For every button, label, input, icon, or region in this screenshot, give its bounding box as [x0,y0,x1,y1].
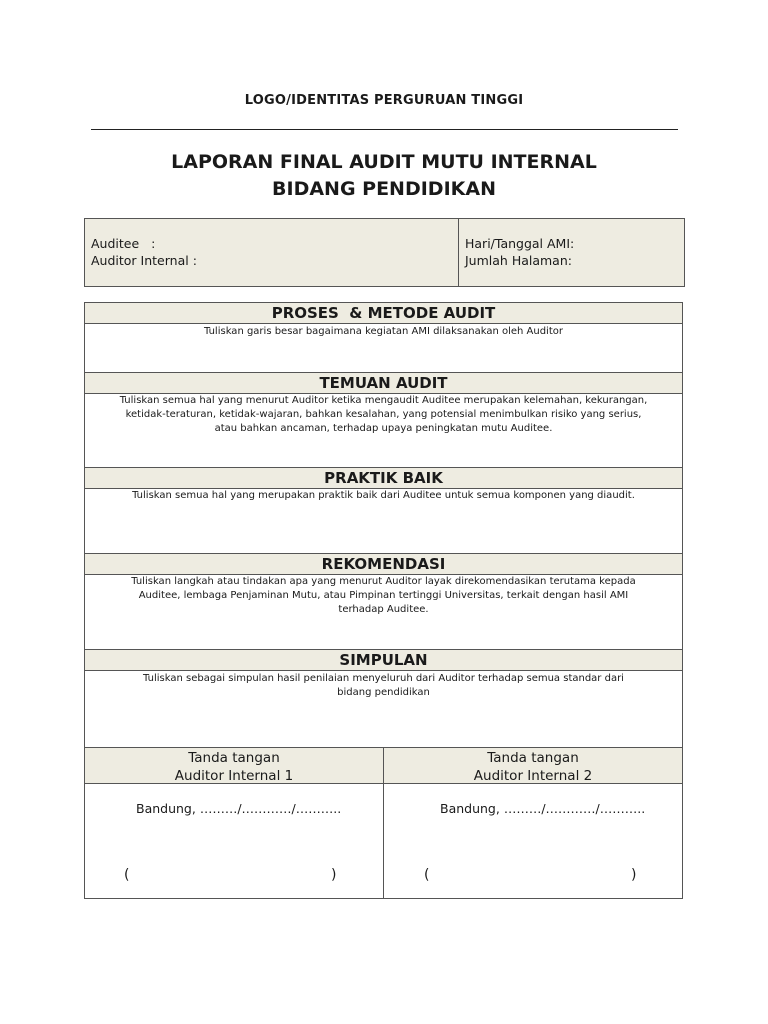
section-body-temuan: Tuliskan semua hal yang menurut Auditor ketika mengaudit Auditee merupakan kelemahan, kekurangan, ketidak-teraturan, ketidak-wajaran, bahkan kesalahan, yang potensial menimbulkan risiko yang serius, atau bahkan ancaman, terhadap upaya peningkatan mutu Auditee. [119,395,648,434]
place-date: Bandung, ………/…………/……….. [440,801,646,816]
signature-heading-auditor-1 [85,748,384,783]
signature-area-auditor-2[interactable] [384,784,682,898]
info-right-column [459,219,684,286]
section-heading-rekomendasi: REKOMENDASI [85,553,682,575]
title-line-1: LAPORAN FINAL AUDIT MUTU INTERNAL [171,151,597,173]
header-divider [91,129,678,130]
section-body-rekomendasi: Tuliskan langkah atau tindakan apa yang menurut Auditor layak direkomendasikan terutama kepada Auditee, lembaga Penjaminan Mutu, atau Pimpinan tertinggi Universitas, terkait dengan hasil AMI terhadap Auditee. [131,576,636,615]
signature-heading-auditor-2 [384,748,682,783]
section-body-praktik: Tuliskan semua hal yang merupakan praktik baik dari Auditee untuk semua komponen yang diaudit. [132,490,635,501]
page-title [0,149,768,203]
section-heading-praktik: PRAKTIK BAIK [85,467,682,489]
signature-caption: Tanda tangan [188,750,280,766]
name-paren-open: ( [124,867,130,883]
section-heading-proses: PROSES & METODE AUDIT [85,303,682,324]
place-date: Bandung, ………/…………/……….. [136,801,342,816]
signature-role: Auditor Internal 1 [174,768,294,784]
auditee-label: Auditee : [91,236,156,251]
signature-role: Auditor Internal 2 [473,768,593,784]
signature-body-row [85,784,682,898]
signature-area-auditor-1[interactable] [85,784,384,898]
section-heading-temuan: TEMUAN AUDIT [85,372,682,394]
date-label: Hari/Tanggal AMI: [465,236,575,251]
signature-heading-row [85,747,682,784]
audit-info-box [84,218,685,287]
report-table [84,302,683,899]
info-left-column [85,219,459,286]
institution-logo-text: LOGO/IDENTITAS PERGURUAN TINGGI [244,93,524,108]
section-body-simpulan: Tuliskan sebagai simpulan hasil penilaian menyeluruh dari Auditor terhadap semua standar dari bidang pendidikan [143,673,624,698]
auditor-label: Auditor Internal : [91,253,197,268]
signature-caption: Tanda tangan [487,750,579,766]
name-paren-close: ) [631,867,637,883]
section-body-proses: Tuliskan garis besar bagaimana kegiatan AMI dilaksanakan oleh Auditor [204,326,563,337]
title-line-2: BIDANG PENDIDIKAN [272,178,496,200]
name-paren-open: ( [424,867,430,883]
section-heading-simpulan: SIMPULAN [85,649,682,671]
pages-label: Jumlah Halaman: [465,253,572,268]
name-paren-close: ) [331,867,337,883]
